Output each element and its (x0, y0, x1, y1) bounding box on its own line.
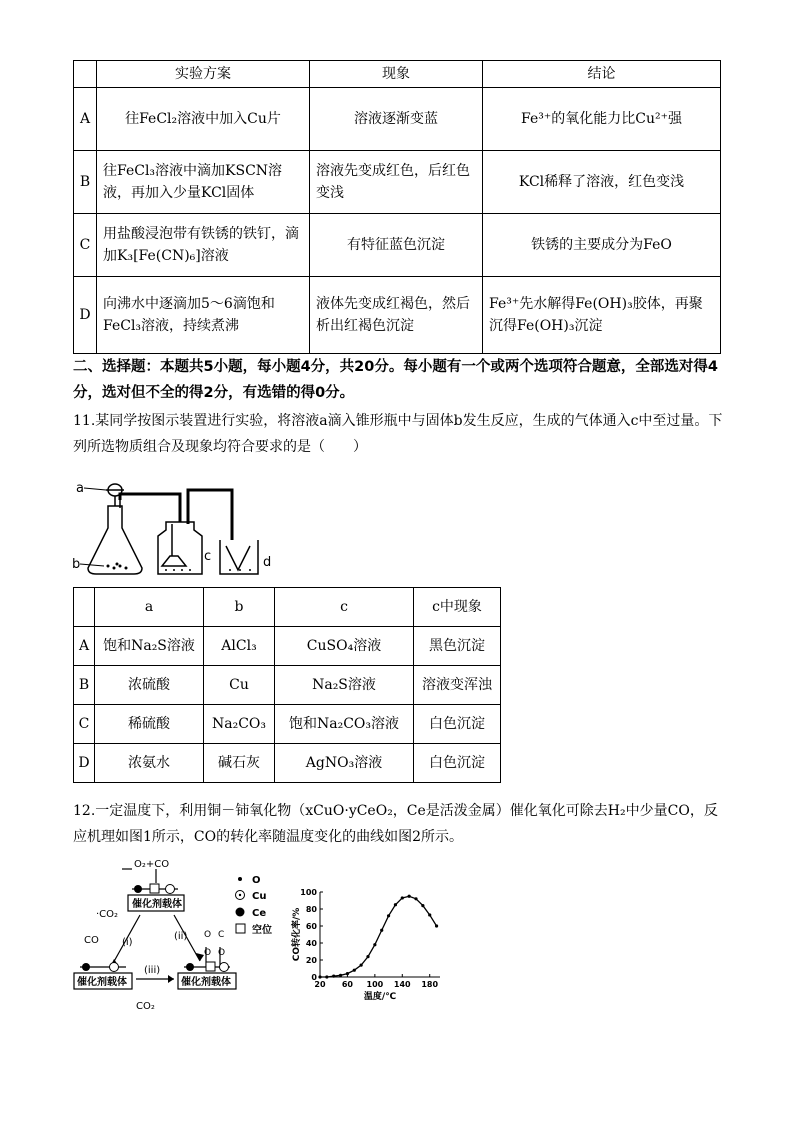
table-header-row (74, 61, 721, 88)
x-tick-label: 100 (366, 980, 384, 989)
co2-bottom-label: CO₂ (136, 1001, 155, 1012)
y-tick-label: 80 (305, 905, 317, 914)
row-label: B (74, 151, 97, 214)
x-tick-label: 140 (393, 980, 411, 989)
table-row (74, 744, 501, 783)
table-header-cell: b (204, 588, 275, 627)
data-point (435, 924, 438, 927)
row-label: A (74, 88, 97, 151)
x-tick-label: 60 (341, 980, 353, 989)
data-point (366, 955, 369, 958)
cell-b: Cu (204, 666, 275, 705)
y-tick-label: 100 (300, 888, 317, 897)
y-tick-label: 20 (305, 956, 317, 965)
row-label: A (74, 627, 95, 666)
data-point (414, 897, 417, 900)
data-point (401, 896, 404, 899)
legend-vacancy: 空位 (252, 925, 272, 936)
cell-c: AgNO₃溶液 (275, 744, 414, 783)
x-tick-label: 180 (421, 980, 439, 989)
section-heading: 二、选择题：本题共5小题，每小题4分，共20分。每小题有一个或两个选项符合题意，全部选对得4分，选对但不全的得2分，有选错的得0分。 (73, 359, 718, 401)
data-point (346, 972, 349, 975)
y-tick-label: 40 (305, 939, 317, 948)
data-point (339, 974, 342, 977)
table-row (74, 88, 721, 151)
co-label: CO (84, 935, 99, 946)
table-row (74, 277, 721, 354)
table-header-cell (74, 61, 97, 88)
plan-cell: 用盐酸浸泡带有铁锈的铁钉，滴加K₃[Fe(CN)₆]溶液 (97, 214, 310, 277)
data-point (318, 975, 321, 978)
data-point (325, 975, 328, 978)
label-a: a (76, 481, 84, 496)
cell-a: 浓硫酸 (95, 666, 204, 705)
cell-b: AlCl₃ (204, 627, 275, 666)
data-point (421, 904, 424, 907)
data-point (380, 929, 383, 932)
mechanism-figure (70, 855, 285, 1015)
carrier-label-right: 催化剂载体 (181, 977, 231, 988)
label-c: c (204, 549, 212, 564)
apparatus-figure (70, 470, 280, 580)
table-row (74, 214, 721, 277)
legend-o: O (252, 875, 261, 886)
data-point (394, 903, 397, 906)
conical-flask (88, 506, 142, 574)
cell-c: 饱和Na₂CO₃溶液 (275, 705, 414, 744)
row-label: B (74, 666, 95, 705)
conclusion-cell: KCl稀释了溶液，红色变浅 (483, 151, 721, 214)
row-label: D (74, 277, 97, 354)
label-d: d (263, 555, 272, 570)
step-ii-label: (ii) (174, 931, 188, 942)
carrier-label-top: 催化剂载体 (132, 899, 182, 910)
carrier-label-left: 催化剂载体 (77, 977, 127, 988)
conclusion-cell: Fe³⁺先水解得Fe(OH)₃胶体，再聚沉得Fe(OH)₃沉淀 (483, 277, 721, 354)
legend-cu: Cu (252, 891, 267, 902)
data-point (428, 913, 431, 916)
cell-a: 饱和Na₂S溶液 (95, 627, 204, 666)
data-point (353, 969, 356, 972)
phenomenon-cell: 液体先变成红褐色，然后析出红褐色沉淀 (310, 277, 483, 354)
x-tick-label: 20 (314, 980, 326, 989)
phenomenon-cell: 溶液逐渐变蓝 (310, 88, 483, 151)
cell-b: Na₂CO₃ (204, 705, 275, 744)
svg-text:O: O (204, 930, 212, 940)
cell-a: 浓氨水 (95, 744, 204, 783)
plan-cell: 向沸水中逐滴加5～6滴饱和FeCl₃溶液，持续煮沸 (97, 277, 310, 354)
cell-b: 碱石灰 (204, 744, 275, 783)
cell-a: 稀硫酸 (95, 705, 204, 744)
step-i-label: (i) (122, 937, 133, 948)
cell-c: CuSO₄溶液 (275, 627, 414, 666)
table-header-cell: 结论 (483, 61, 721, 88)
table-row (74, 151, 721, 214)
table-row (74, 705, 501, 744)
svg-text:O: O (218, 948, 226, 958)
row-label: D (74, 744, 95, 783)
plan-cell: 往FeCl₂溶液中加入Cu片 (97, 88, 310, 151)
row-label: C (74, 705, 95, 744)
data-point (373, 943, 376, 946)
question-12-text: 12.一定温度下，利用铜－铈氧化物（xCuO·yCeO₂，Ce是活泼金属）催化氧化可除去H₂中少量CO，反应机理如图1所示，CO的转化率随温度变化的曲线如图2所示。 (73, 803, 718, 845)
data-point (387, 914, 390, 917)
table-header-cell (74, 588, 95, 627)
table-header-cell: 现象 (310, 61, 483, 88)
table-header-cell: c中现象 (414, 588, 501, 627)
plan-cell: 往FeCl₃溶液中滴加KSCN溶液，再加入少量KCl固体 (97, 151, 310, 214)
data-point (332, 975, 335, 978)
series-line (320, 896, 437, 977)
cell-obs: 黑色沉淀 (414, 627, 501, 666)
phenomenon-cell: 溶液先变成红色，后红色变浅 (310, 151, 483, 214)
data-point (360, 964, 363, 967)
table-header-cell: c (275, 588, 414, 627)
phenomenon-cell: 有特征蓝色沉淀 (310, 214, 483, 277)
reagent-table (73, 587, 501, 783)
data-point (408, 895, 411, 898)
co2-top-label: ·CO₂ (96, 909, 119, 920)
experiment-table (73, 60, 721, 354)
svg-text:O: O (204, 948, 212, 958)
table-row (74, 627, 501, 666)
question-11-text: 11.某同学按图示装置进行实验，将溶液a滴入锥形瓶中与固体b发生反应，生成的气体通入c中至过量。下列所选物质组合及现象均符合要求的是（ ） (73, 413, 723, 455)
cell-c: Na₂S溶液 (275, 666, 414, 705)
cell-obs: 白色沉淀 (414, 744, 501, 783)
o2-co-label: O₂+CO (134, 859, 170, 870)
y-tick-label: 60 (305, 922, 317, 931)
table-header-row (74, 588, 501, 627)
table-row (74, 666, 501, 705)
conversion-chart (290, 882, 455, 1010)
label-b: b (72, 557, 81, 572)
table-header-cell: 实验方案 (97, 61, 310, 88)
cell-obs: 白色沉淀 (414, 705, 501, 744)
row-label: C (74, 214, 97, 277)
y-tick-label: 0 (311, 973, 317, 982)
x-axis-label: 温度/℃ (363, 992, 397, 1002)
svg-text:C: C (218, 930, 225, 940)
table-header-cell: a (95, 588, 204, 627)
y-axis-label: CO转化率/% (292, 907, 302, 962)
conclusion-cell: 铁锈的主要成分为FeO (483, 214, 721, 277)
step-iii-label: (iii) (144, 965, 161, 976)
cell-obs: 溶液变浑浊 (414, 666, 501, 705)
legend-ce: Ce (252, 908, 267, 919)
conclusion-cell: Fe³⁺的氧化能力比Cu²⁺强 (483, 88, 721, 151)
